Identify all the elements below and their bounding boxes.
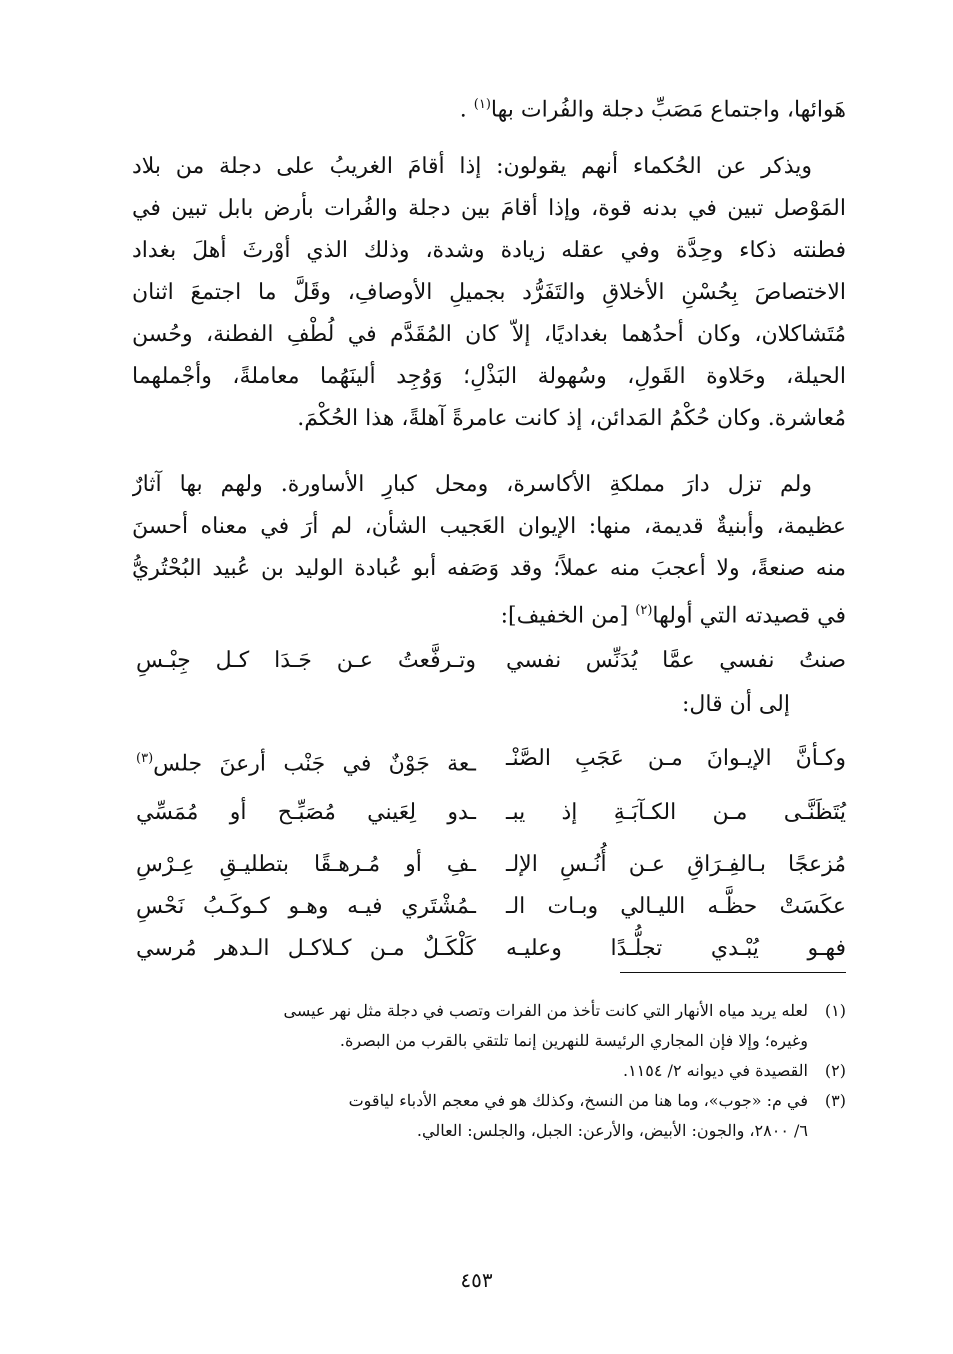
paragraph-2-line: مُعاشرة. وكان حُكْمُ المَدائن، إذ كانت عامرةً آهلةً، هذا الحُكْمَ. xyxy=(297,406,846,431)
verse-first-hemistich: فهـو يُبْـدي تجلُّـدًا وعليـه xyxy=(506,936,846,961)
footnote-ref-3: (٣) xyxy=(136,751,154,766)
paragraph-3 xyxy=(132,464,846,637)
footnote-2 xyxy=(132,1056,846,1086)
verse-line xyxy=(136,922,846,976)
page-number: ٤٥٣ xyxy=(460,1268,493,1292)
paragraph-1-line xyxy=(132,84,846,131)
paragraph-3-line: منه صنعةً، ولا أعجبَ منه عملاً؛ وقد وَصَفه أبو عُبادة الوليد بن عُبيد البُحْتُريُّ xyxy=(132,556,846,581)
footnote-text: القصيدة في ديوانه ٢/ ١١٥٤. xyxy=(622,1061,808,1080)
verse-first-hemistich: مُزعجًا بـالفِـرَاقِ عـن أُنُـسِ الإلـ xyxy=(506,852,846,877)
footnote-3 xyxy=(132,1086,846,1116)
paragraph-2-line: الاختصاصَ بِحُسْنِ الأخلاقِ والتَفَرُّد بجميلِ الأوصافِ، وقَلَّ ما اجتمعَ اثنان xyxy=(132,280,846,305)
footnote-text: في م: «جوب»، وما هنا من النسخ، وكذلك هو في معجم الأدباء لياقوت xyxy=(348,1091,808,1110)
verse-first-hemistich: صنتُ نفسي عمَّا يُدَنِّس نفسي xyxy=(506,648,846,673)
paragraph-2 xyxy=(132,146,846,440)
paragraph-2-line: ويذكر عن الحُكماء أنهم يقولون: إذا أقامَ الغريبُ على دجلة من بلاد xyxy=(132,154,812,179)
verse-first-hemistich: يُتَظَنَّـى مـن الكـآبَـةِ إذ يبـ xyxy=(506,800,846,825)
paragraph-3-line: عظيمة، وأبنيةٌ قديمة، منها: الإيوان العَجيب الشأن، لم أرَ في معناه أحسنَ xyxy=(132,514,846,539)
paragraph-2-line: الحيلة، وحَلاوة القَولِ، وسُهولة البَذْلِ؛ وَوُجِد ألينَهُما معاملةً، وأجْملهما xyxy=(132,364,846,389)
paragraph-3-last-line xyxy=(132,590,846,637)
verse-second-hemistich: ـفِ أو مُـرهـقًا بتطليـقِ عِـرْسِ xyxy=(136,852,476,877)
verse-second-hemistich: ـمُشْتَري فيـه وهـو كـوكَـبُ نَحْسِ xyxy=(136,894,476,919)
verse-second-hemistich: ـدو لِعَيني مُصَبِّـح أو مُمَسِّي xyxy=(136,800,476,825)
verse-second-hemistich xyxy=(136,732,476,786)
footnote-text: ٦/ ٢٨٠٠، والجون: الأبيض، والأرعن: الجبل، والجلس: العالي. xyxy=(416,1121,808,1140)
footnote-1 xyxy=(132,996,846,1026)
footnotes xyxy=(132,996,846,1146)
footnote-text: وغيره؛ وإلا فإن المجاري الرئيسة للنهرين إنما تلتقي بالقرب من البصرة. xyxy=(339,1031,808,1050)
paragraph-3-meter: [من الخفيف]: xyxy=(500,603,636,629)
footnote-separator xyxy=(620,972,846,973)
verse-first-hemistich: عكَسَتْ حظَّـه الليـالي وبـات الـ xyxy=(506,894,846,919)
paragraph-1-text: هَوائها، واجتماع مَصَبِّ دجلة والفُرات بها xyxy=(490,97,846,123)
verse-first-hemistich: وكـأنَّ الإيـوانَ مـن عَجَبِ الصَّنْـ xyxy=(506,746,846,771)
footnote-number: (٣) xyxy=(824,1091,846,1110)
paragraph-3-last-text: في قصيدته التي أولها xyxy=(652,603,846,629)
verse-line xyxy=(136,634,846,688)
footnote-ref-1: (١) xyxy=(473,97,491,112)
paragraph-2-line: المَوْصل تبين في بدنه قوة، وإذا أقامَ بين دجلة والفُرات بأرض بابل تبين في xyxy=(132,196,846,221)
verse-second-hemistich: وتـرفَّعتُ عـن جَـدَا كـل جِبْـسِ xyxy=(136,648,476,673)
verse-transition xyxy=(132,684,846,726)
footnote-number: (١) xyxy=(824,1001,846,1020)
paragraph-3-line: ولم تزل دارَ مملكةِ الأكاسرة، ومحل كبارِ الأساورة. ولهم بها آثارٌ xyxy=(132,472,812,497)
verse-line xyxy=(136,732,846,786)
footnote-text: لعله يريد مياه الأنهار التي كانت تأخذ من الفرات وتصب في دجلة مثل نهر عيسى xyxy=(283,1001,808,1020)
paragraph-1 xyxy=(132,84,846,131)
paragraph-2-line: مُتَشاكلان، وكان أحدُهما بغداديًا، إلاّ كان المُقَدَّم في لُطْفِ الفطنة، وحُسن xyxy=(132,322,846,347)
footnote-ref-2: (٢) xyxy=(635,603,653,618)
verse-second-hemistich: كَلْكَـلٌ مـن كـلاكـل الـدهر مُرسي xyxy=(136,936,476,961)
verse-line xyxy=(136,786,846,840)
footnote-number: (٢) xyxy=(824,1061,846,1080)
paragraph-2-line: فطنته ذكاء وحِدَّة وفي عقله زيادة وشدة، وذلك الذي أوْرثَ أهلَ بغداد xyxy=(132,238,846,263)
transition-text: إلى أن قال: xyxy=(681,692,790,717)
verse-second-text: ـعة جَوْنٌ في جَنْب أرعنَ جلس xyxy=(153,751,476,777)
paragraph-1-end: . xyxy=(459,97,474,123)
